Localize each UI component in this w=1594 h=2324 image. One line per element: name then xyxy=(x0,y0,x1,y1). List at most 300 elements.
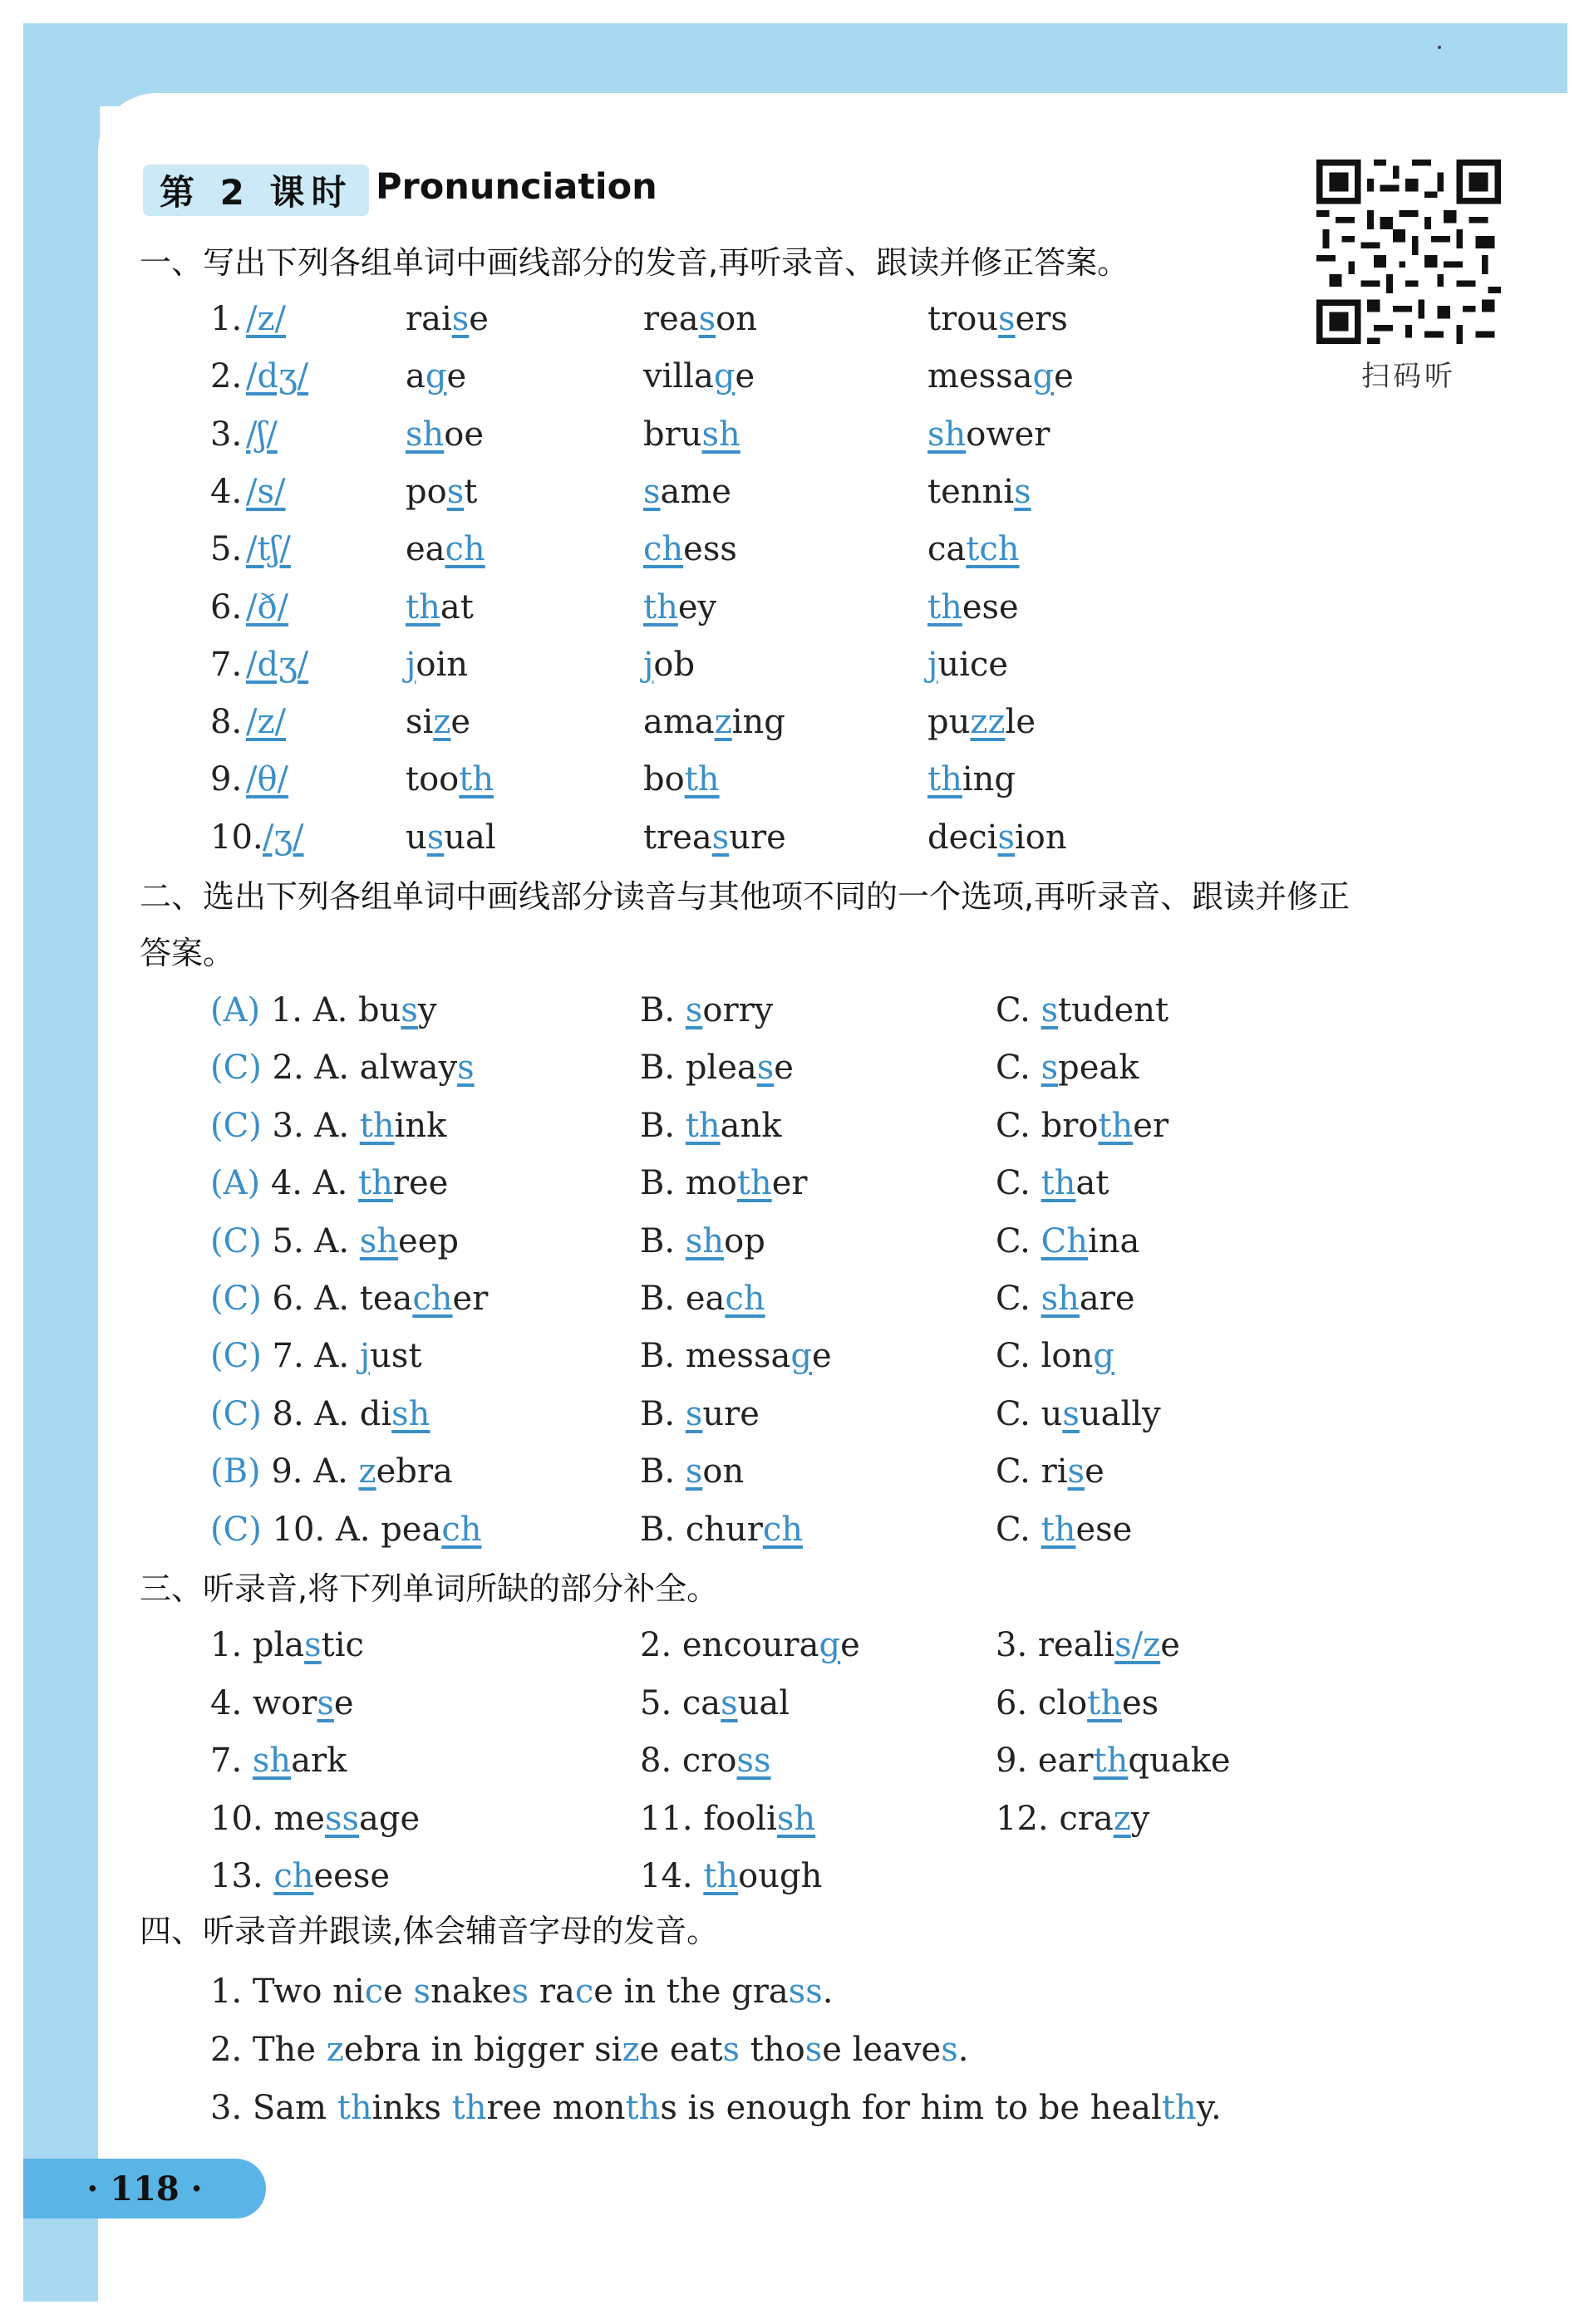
word-prefix: ea xyxy=(685,1280,726,1318)
option-c xyxy=(996,1328,1114,1384)
phoneme-row xyxy=(0,521,1594,577)
choice-row xyxy=(0,1443,1594,1500)
word-prefix: alway xyxy=(359,1049,458,1088)
word-underlined-part: g xyxy=(1032,357,1055,396)
word-prefix: too xyxy=(406,760,460,799)
question-number: 4. A. xyxy=(270,1164,359,1203)
answer-paren-open: ( xyxy=(210,1049,224,1088)
question-number: 2. A. xyxy=(272,1049,360,1088)
phoneme-row xyxy=(0,348,1594,405)
word-underlined-part: sh xyxy=(776,1799,816,1838)
word-underlined-part: g xyxy=(819,1626,841,1664)
word-prefix: mo xyxy=(685,1164,737,1203)
choice-question xyxy=(210,1443,453,1500)
question-number: 9. A. xyxy=(271,1452,359,1491)
example-word xyxy=(406,694,470,750)
word-postfix: ebra xyxy=(376,1452,453,1491)
word-postfix: le xyxy=(1005,703,1036,742)
word-prefix: 6. clo xyxy=(996,1683,1088,1722)
example-word xyxy=(406,348,466,405)
sentence-text: ree mon xyxy=(486,2089,626,2127)
fill-in-word xyxy=(210,1675,354,1732)
word-underlined-part: s xyxy=(1041,1049,1059,1088)
choice-question xyxy=(210,1501,482,1558)
word-underlined-part: sh xyxy=(927,415,967,454)
example-word xyxy=(406,521,485,577)
phoneme-row xyxy=(0,406,1594,463)
practice-sentence xyxy=(210,1973,833,2011)
word-prefix: 3. reali xyxy=(996,1626,1115,1664)
sentence-text: 3. Sam xyxy=(210,2089,337,2127)
word-postfix: ust xyxy=(370,1337,422,1376)
word-underlined-part: ch xyxy=(273,1857,314,1895)
answer-paren-open: ( xyxy=(210,1337,224,1376)
phoneme-answer: /z/ xyxy=(246,703,287,742)
option-b xyxy=(640,1270,765,1327)
option-b-letter: B. xyxy=(640,1049,686,1088)
example-word xyxy=(643,348,755,405)
example-word xyxy=(643,521,737,577)
answer-letter: C xyxy=(223,1280,249,1318)
word-prefix: 14. xyxy=(640,1857,704,1895)
choice-question xyxy=(210,1386,430,1442)
word-prefix: ca xyxy=(927,530,967,569)
word-prefix: 5. ca xyxy=(640,1683,721,1722)
choice-row xyxy=(0,1039,1594,1096)
word-postfix: ese xyxy=(962,587,1019,626)
option-b xyxy=(640,1443,744,1500)
word-postfix: es xyxy=(1122,1683,1159,1722)
sentence-text: e leave xyxy=(822,2031,942,2069)
word-underlined-part: ch xyxy=(762,1510,804,1549)
word-postfix: e xyxy=(469,300,489,338)
item-number: 10. xyxy=(210,818,263,857)
word-underlined-part: s xyxy=(711,818,730,857)
word-prefix: po xyxy=(406,472,447,511)
word-prefix: trou xyxy=(927,300,999,338)
word-prefix: rai xyxy=(406,300,452,338)
dot-mark xyxy=(1438,46,1441,49)
word-underlined-part: th xyxy=(1087,1683,1122,1722)
phoneme-row xyxy=(0,751,1594,808)
word-underlined-part: sh xyxy=(685,1221,725,1260)
word-underlined-part: sh xyxy=(391,1394,430,1433)
choice-row xyxy=(0,1328,1594,1384)
fill-in-word xyxy=(210,1732,347,1789)
item-number: 9. xyxy=(210,760,243,799)
option-b-letter: B. xyxy=(640,1164,686,1203)
word-underlined-part: s xyxy=(997,818,1016,857)
example-word xyxy=(406,809,496,866)
section2-heading-line2: 答案。 xyxy=(140,935,235,971)
phoneme-row xyxy=(0,579,1594,636)
item-number: 2. xyxy=(210,357,243,396)
word-postfix: ese xyxy=(1075,1510,1133,1549)
sentence-text: . xyxy=(957,2031,969,2069)
word-postfix: oe xyxy=(444,415,485,454)
choice-question xyxy=(210,1328,422,1384)
word-underlined-part: z xyxy=(1113,1799,1131,1838)
answer-paren-open: ( xyxy=(210,1280,224,1318)
word-prefix: bo xyxy=(643,760,685,799)
answer-paren-open: ( xyxy=(210,1164,224,1203)
phoneme-answer: /ʃ/ xyxy=(246,415,278,454)
answer-paren-close: ) xyxy=(248,1049,273,1088)
choice-question xyxy=(210,1098,446,1154)
word-postfix: on xyxy=(716,300,758,338)
answer-letter: C xyxy=(223,1510,249,1549)
word-postfix: tudent xyxy=(1058,991,1169,1029)
option-c-letter: C. xyxy=(996,1106,1041,1145)
lesson-number: 第 2 课时 xyxy=(160,172,353,213)
example-word xyxy=(406,636,468,693)
option-c xyxy=(996,1213,1139,1270)
word-underlined-part: g xyxy=(790,1337,812,1376)
example-word xyxy=(643,464,731,520)
item-number: 3. xyxy=(210,415,243,454)
word-postfix: ree xyxy=(392,1164,449,1203)
highlighted-consonant: c xyxy=(364,1973,384,2011)
answer-paren-open: ( xyxy=(210,991,224,1029)
word-postfix: er xyxy=(452,1280,489,1318)
word-underlined-part: s xyxy=(1067,1452,1085,1491)
option-b xyxy=(640,1039,794,1096)
fill-in-word xyxy=(640,1732,771,1789)
fill-in-word xyxy=(996,1732,1231,1789)
example-word xyxy=(927,464,1031,520)
word-postfix: quake xyxy=(1128,1742,1231,1780)
highlighted-consonant: s xyxy=(511,1973,529,2011)
word-prefix: 7. xyxy=(210,1742,253,1780)
sentence-text: e xyxy=(383,1973,414,2011)
word-underlined-part: Ch xyxy=(1041,1221,1088,1260)
word-prefix: tea xyxy=(359,1280,413,1318)
word-postfix: e xyxy=(840,1626,860,1664)
word-postfix: e xyxy=(446,357,467,396)
highlighted-consonant: z xyxy=(326,2031,344,2069)
example-word xyxy=(643,751,720,808)
word-underlined-part: s xyxy=(446,472,465,511)
word-underlined-part: th xyxy=(643,587,678,626)
practice-sentence xyxy=(210,2031,968,2069)
answer-paren-close: ) xyxy=(247,1164,271,1203)
word-postfix: ually xyxy=(1079,1394,1161,1433)
choice-question xyxy=(210,982,437,1039)
option-c-letter: C. xyxy=(996,1221,1041,1260)
word-underlined-part: sh xyxy=(701,415,740,454)
word-postfix: are xyxy=(1079,1280,1135,1318)
option-c xyxy=(996,982,1168,1039)
word-prefix: 9. ear xyxy=(996,1742,1094,1780)
word-underlined-part: th xyxy=(359,1106,395,1145)
word-underlined-part: th xyxy=(459,760,494,799)
word-prefix: a xyxy=(406,357,426,396)
choice-row xyxy=(0,1501,1594,1558)
phoneme-row xyxy=(0,694,1594,750)
answer-paren-open: ( xyxy=(210,1106,224,1145)
answer-paren-close: ) xyxy=(248,1221,273,1260)
word-prefix: bu xyxy=(358,991,401,1029)
word-underlined-part: th xyxy=(1098,1106,1134,1145)
option-b-letter: B. xyxy=(640,1510,686,1549)
word-postfix: on xyxy=(702,1452,745,1491)
fill-in-word xyxy=(640,1617,860,1673)
question-number: 3. A. xyxy=(272,1106,360,1145)
answer-letter: C xyxy=(223,1049,249,1088)
item-number: 5. xyxy=(210,530,243,569)
word-postfix: at xyxy=(440,587,474,626)
word-prefix: u xyxy=(1041,1394,1063,1433)
option-b-letter: B. xyxy=(640,1394,686,1433)
word-underlined-part: s xyxy=(643,472,661,511)
phoneme-answer: /tʃ/ xyxy=(246,530,291,569)
phoneme-answer: /θ/ xyxy=(246,760,289,799)
option-c-letter: C. xyxy=(996,991,1041,1029)
phoneme-row xyxy=(0,636,1594,693)
word-underlined-part: tch xyxy=(966,530,1020,569)
section3-heading: 三、听录音,将下列单词所缺的部分补全。 xyxy=(140,1570,719,1607)
word-underlined-part: s xyxy=(756,1049,775,1088)
choice-row xyxy=(0,1098,1594,1154)
word-underlined-part: th xyxy=(927,760,962,799)
word-postfix: e xyxy=(774,1049,794,1088)
fill-in-word xyxy=(210,1848,390,1904)
example-word xyxy=(406,751,494,808)
answer-paren-close: ) xyxy=(248,1106,273,1145)
example-word xyxy=(927,636,1008,693)
word-prefix: rea xyxy=(643,300,699,338)
fill-in-word xyxy=(640,1848,822,1904)
word-postfix: ure xyxy=(702,1394,760,1433)
word-postfix: eep xyxy=(398,1221,459,1260)
word-underlined-part: th xyxy=(685,1106,721,1145)
choice-row xyxy=(0,982,1594,1039)
word-underlined-part: th xyxy=(1041,1510,1076,1549)
highlighted-consonant: s xyxy=(722,2031,740,2069)
option-c-letter: C. xyxy=(996,1510,1041,1549)
word-postfix: er xyxy=(771,1164,808,1203)
word-underlined-part: s xyxy=(451,300,470,338)
word-postfix: ure xyxy=(729,818,786,857)
option-b-letter: B. xyxy=(640,1106,686,1145)
option-b-letter: B. xyxy=(640,1280,686,1318)
highlighted-consonant: th xyxy=(625,2089,661,2127)
word-underlined-part: ss xyxy=(736,1742,771,1780)
word-postfix: ina xyxy=(1087,1221,1140,1260)
answer-paren-close: ) xyxy=(248,1337,273,1376)
example-word xyxy=(643,406,740,463)
word-postfix: ess xyxy=(683,530,737,569)
answer-paren-open: ( xyxy=(210,1221,224,1260)
choice-question xyxy=(210,1213,459,1270)
word-underlined-part: th xyxy=(406,587,440,626)
item-number: 6. xyxy=(210,587,243,626)
option-b xyxy=(640,1386,760,1442)
word-underlined-part: s xyxy=(457,1049,475,1088)
fill-in-word xyxy=(996,1617,1180,1673)
word-postfix: uice xyxy=(937,645,1009,684)
word-postfix: peak xyxy=(1058,1049,1139,1088)
sentence-text: ra xyxy=(529,1973,575,2011)
word-prefix: chur xyxy=(685,1510,763,1549)
word-underlined-part: th xyxy=(358,1164,393,1203)
option-b xyxy=(640,1098,782,1154)
word-underlined-part: th xyxy=(1041,1164,1076,1203)
example-word xyxy=(643,694,785,750)
word-prefix: pu xyxy=(927,703,971,742)
example-word xyxy=(927,406,1050,463)
option-b xyxy=(640,1213,765,1270)
word-underlined-part: sh xyxy=(406,415,445,454)
highlighted-consonant: c xyxy=(574,1973,594,2011)
phoneme-answer: /ð/ xyxy=(246,587,289,626)
option-c xyxy=(996,1155,1109,1211)
page-number-tab xyxy=(23,2159,266,2218)
word-prefix: 8. cro xyxy=(640,1742,737,1780)
word-prefix: 4. wor xyxy=(210,1683,317,1722)
answer-letter: C xyxy=(223,1221,249,1260)
word-postfix: er xyxy=(1133,1106,1169,1145)
choice-row xyxy=(0,1213,1594,1270)
answer-paren-open: ( xyxy=(210,1510,224,1549)
word-prefix: trea xyxy=(643,818,712,857)
option-c xyxy=(996,1270,1135,1327)
phoneme-row xyxy=(0,291,1594,347)
example-word xyxy=(927,809,1067,866)
word-prefix: ea xyxy=(406,530,445,569)
word-underlined-part: j xyxy=(406,645,416,684)
answer-letter: C xyxy=(223,1106,249,1145)
word-postfix: ame xyxy=(660,472,731,511)
example-word xyxy=(927,694,1036,750)
highlighted-consonant: z xyxy=(622,2031,640,2069)
example-word xyxy=(927,521,1020,577)
word-postfix: e xyxy=(450,703,471,742)
word-prefix: bru xyxy=(643,415,702,454)
word-prefix: 13. xyxy=(210,1857,274,1895)
word-underlined-part: ch xyxy=(445,530,485,569)
page-number: · 118 · xyxy=(86,2169,203,2209)
option-b-letter: B. xyxy=(640,1337,686,1376)
option-b xyxy=(640,1328,832,1384)
word-postfix: e xyxy=(1054,357,1074,396)
question-number: 7. A. xyxy=(272,1337,360,1376)
example-word xyxy=(643,291,757,347)
sentence-text: 2. The xyxy=(210,2031,327,2069)
word-postfix: e xyxy=(811,1337,832,1376)
word-underlined-part: zz xyxy=(970,703,1006,742)
option-b-letter: B. xyxy=(640,991,686,1029)
highlighted-consonant: ss xyxy=(788,1973,823,2011)
item-number: 7. xyxy=(210,645,243,684)
word-postfix: ark xyxy=(291,1742,347,1780)
word-underlined-part: s xyxy=(721,1683,738,1722)
fill-in-word xyxy=(640,1791,815,1847)
word-underlined-part: s xyxy=(685,1394,703,1433)
word-underlined-part: z xyxy=(433,703,451,742)
phoneme-answer: /s/ xyxy=(246,472,286,511)
word-prefix: 11. fooli xyxy=(640,1799,777,1838)
word-prefix: deci xyxy=(927,818,998,857)
question-number: 1. A. xyxy=(270,991,359,1029)
option-c xyxy=(996,1443,1104,1500)
answer-paren-open: ( xyxy=(210,1452,224,1491)
option-c-letter: C. xyxy=(996,1394,1041,1433)
option-c-letter: C. xyxy=(996,1337,1041,1376)
word-postfix: orry xyxy=(702,991,774,1029)
highlighted-consonant: th xyxy=(1161,2089,1197,2127)
word-underlined-part: th xyxy=(703,1857,739,1895)
sentence-text: s is enough for him to be heal xyxy=(660,2089,1162,2127)
example-word xyxy=(643,809,786,866)
word-underlined-part: g xyxy=(1093,1337,1114,1376)
word-postfix: tic xyxy=(321,1626,364,1664)
word-underlined-part: g xyxy=(425,357,447,396)
word-underlined-part: sh xyxy=(1041,1280,1080,1318)
word-underlined-part: ss xyxy=(324,1799,359,1838)
word-underlined-part: s xyxy=(1014,472,1031,511)
answer-letter: C xyxy=(223,1337,249,1376)
choice-row xyxy=(0,1155,1594,1211)
choice-question xyxy=(210,1155,448,1211)
word-postfix: ing xyxy=(731,703,785,742)
word-postfix: ers xyxy=(1015,300,1068,338)
word-underlined-part: th xyxy=(1093,1742,1129,1780)
word-postfix: eese xyxy=(313,1857,391,1895)
choice-row xyxy=(0,1270,1594,1327)
word-postfix: ing xyxy=(962,760,1016,799)
word-underlined-part: s xyxy=(1062,1394,1080,1433)
word-underlined-part: s xyxy=(685,1452,703,1491)
practice-sentence xyxy=(210,2089,1222,2127)
phoneme-row xyxy=(0,464,1594,520)
word-postfix: e xyxy=(333,1683,354,1722)
word-postfix: ower xyxy=(966,415,1050,454)
option-b-letter: B. xyxy=(640,1452,686,1491)
answer-paren-close: ) xyxy=(248,1280,273,1318)
answer-paren-close: ) xyxy=(248,1394,273,1433)
choice-question xyxy=(210,1039,475,1096)
example-word xyxy=(927,348,1074,405)
word-prefix: ama xyxy=(643,703,715,742)
fill-in-word xyxy=(996,1791,1149,1847)
word-prefix: 1. pla xyxy=(210,1626,305,1664)
word-prefix: pea xyxy=(381,1510,442,1549)
highlighted-consonant: th xyxy=(337,2089,372,2127)
option-c-letter: C. xyxy=(996,1280,1041,1318)
word-underlined-part: sh xyxy=(359,1221,399,1260)
example-word xyxy=(406,291,489,347)
word-postfix: ual xyxy=(444,818,496,857)
question-number: 5. A. xyxy=(272,1221,360,1260)
sentence-text: e eat xyxy=(639,2031,723,2069)
lesson-badge xyxy=(143,165,369,216)
word-underlined-part: th xyxy=(736,1164,772,1203)
word-underlined-part: ch xyxy=(441,1510,482,1549)
option-c xyxy=(996,1039,1139,1096)
section4-heading: 四、听录音并跟读,体会辅音字母的发音。 xyxy=(140,1913,719,1949)
answer-paren-open: ( xyxy=(210,1394,224,1433)
word-postfix: y xyxy=(417,991,437,1029)
word-prefix: u xyxy=(406,818,427,857)
sentence-text: 1. Two ni xyxy=(210,1973,365,2011)
word-prefix: si xyxy=(406,703,434,742)
word-prefix: tenni xyxy=(927,472,1015,511)
word-prefix: villa xyxy=(643,357,714,396)
word-underlined-part: s xyxy=(401,991,418,1029)
word-underlined-part: s/z xyxy=(1114,1626,1161,1664)
option-c xyxy=(996,1501,1132,1558)
